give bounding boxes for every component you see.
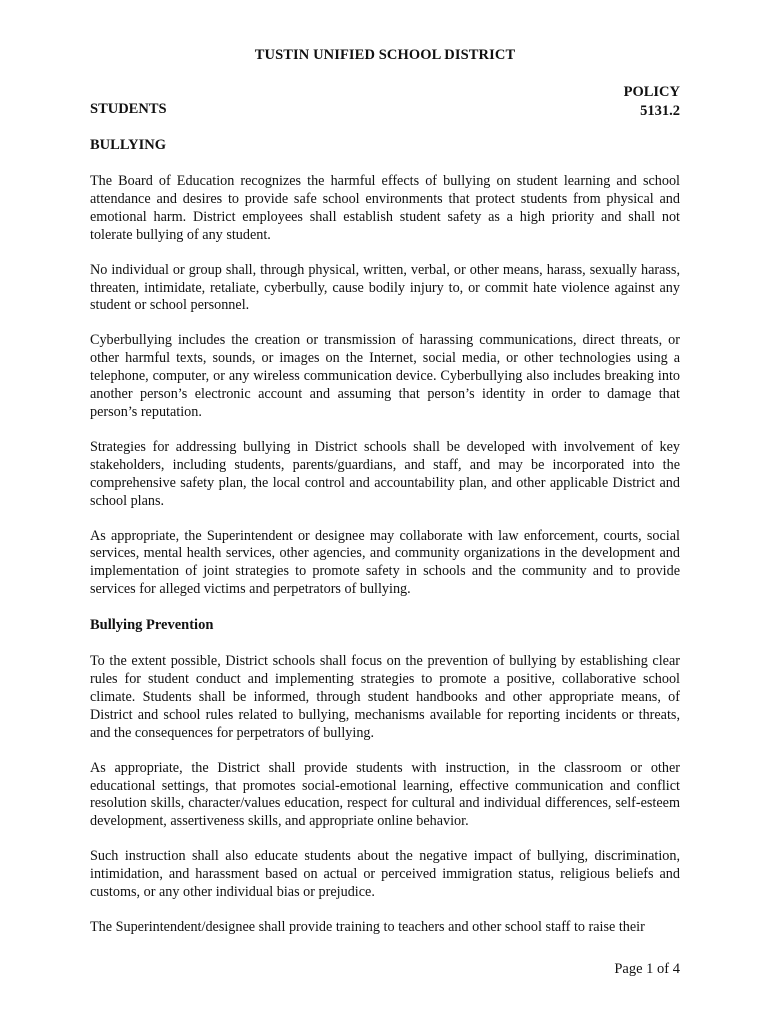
paragraph: Strategies for addressing bullying in District schools shall be developed with involvement of key stakeholders, including students, parents/guardians, and staff, and may be incorporated into the comprehensive safety plan, the local control and accountability plan, and other applicable District and school plans.	[90, 438, 680, 509]
document-body	[90, 136, 680, 954]
policy-title: BULLYING	[90, 137, 167, 153]
district-name: TUSTIN UNIFIED SCHOOL DISTRICT	[254, 47, 516, 63]
paragraph: As appropriate, the District shall provide students with instruction, in the classroom or other educational settings, that promotes social-emotional learning, effective communication and conflict resolution skills, character/values education, respect for cultural and individual differences, self-esteem development, assertiveness skills, and appropriate online behavior.	[90, 759, 680, 830]
policy-label: POLICY	[623, 84, 680, 100]
policy-block	[624, 83, 680, 121]
paragraph: The Board of Education recognizes the harmful effects of bullying on student learning and school attendance and desires to provide safe school environments that protect students from physical and emotional harm. District employees shall establish student safety as a high priority and shall not tolerate bullying of any student.	[90, 173, 680, 243]
paragraph: As appropriate, the Superintendent or designee may collaborate with law enforcement, courts, social services, mental health services, other agencies, and community organizations in the development and implementation of joint strategies to promote safety in schools and the community and to provide services for alleged victims and perpetrators of bullying.	[90, 527, 680, 598]
policy-number: 5131.2	[640, 103, 680, 119]
paragraph: The Superintendent/designee shall provide training to teachers and other school staff to raise their	[90, 919, 645, 935]
paragraph: To the extent possible, District schools shall focus on the prevention of bullying by establishing clear rules for student conduct and implementing strategies to promote a positive, collaborative school climate. Students shall be informed, through student handbooks and other appropriate means, of District and school rules related to bullying, mechanisms available for reporting incidents or threats, and the consequences for perpetrators of bullying.	[90, 653, 680, 741]
section-label: STUDENTS	[90, 101, 167, 117]
paragraph: No individual or group shall, through physical, written, verbal, or other means, harass, sexually harass, threaten, intimidate, retaliate, cyberbully, cause bodily injury to, or commit hate violence against any student or school personnel.	[90, 261, 680, 314]
page-number: Page 1 of 4	[614, 961, 680, 977]
subheading-bullying-prevention: Bullying Prevention	[90, 617, 214, 634]
paragraph: Cyberbullying includes the creation or transmission of harassing communications, direct threats, or other harmful texts, sounds, or images on the Internet, social media, or other technologies using a telephone, computer, or any wireless communication device. Cyberbullying also includes breaking into another person’s electronic account and assuming that person’s identity in order to damage that person’s reputation.	[90, 332, 680, 420]
paragraph: Such instruction shall also educate students about the negative impact of bullying, discrimination, intimidation, and harassment based on actual or perceived immigration status, religious beliefs and customs, or any other individual bias or prejudice.	[90, 848, 680, 901]
